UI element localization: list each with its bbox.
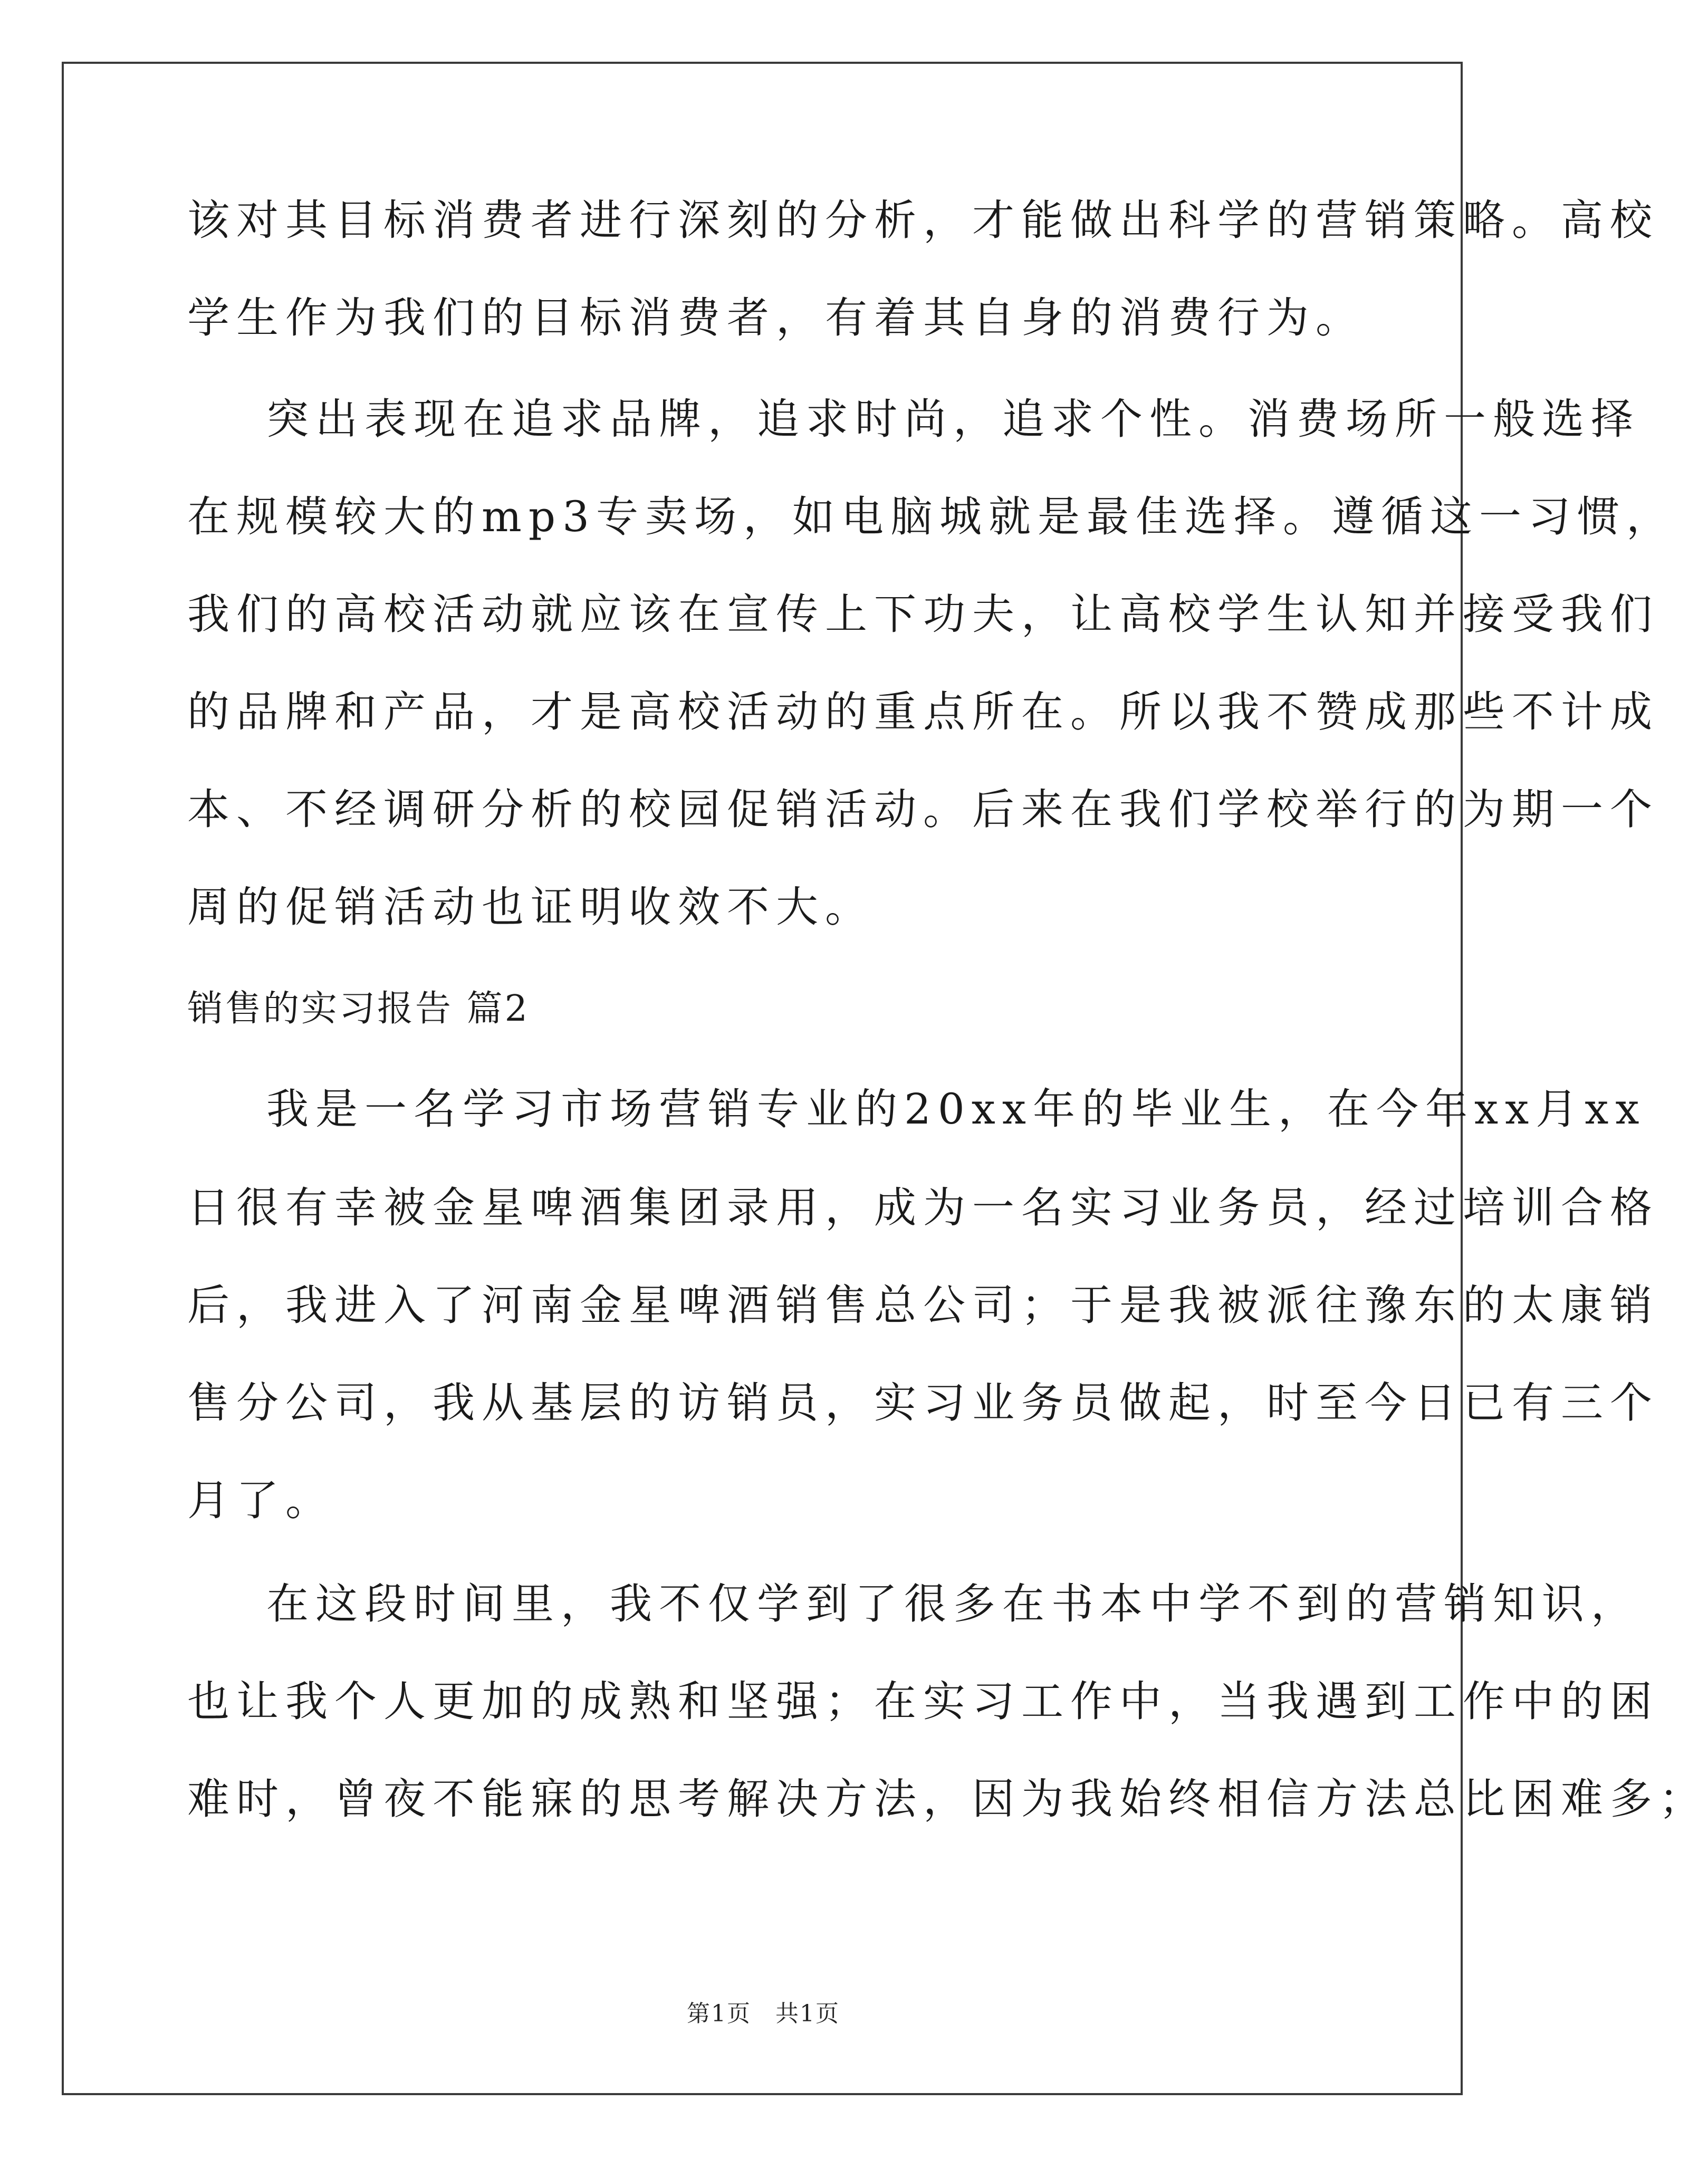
body-line: 学生作为我们的目标消费者，有着其自身的消费行为。	[187, 293, 1365, 342]
body-line: 难时，曾夜不能寐的思考解决方法，因为我始终相信方法总比困难多；	[187, 1774, 1708, 1824]
body-line: 在这段时间里，我不仅学到了很多在书本中学不到的营销知识，	[266, 1579, 1640, 1628]
body-line: 售分公司，我从基层的访销员，实习业务员做起，时至今日已有三个	[187, 1378, 1659, 1427]
body-line: 也让我个人更加的成熟和坚强；在实习工作中，当我遇到工作中的困	[187, 1677, 1659, 1726]
body-line: 本、不经调研分析的校园促销活动。后来在我们学校举行的为期一个	[187, 785, 1659, 834]
body-line: 周的促销活动也证明收效不大。	[187, 882, 874, 932]
body-line: 我们的高校活动就应该在宣传上下功夫，让高校学生认知并接受我们	[187, 590, 1659, 639]
body-line: 月了。	[187, 1476, 334, 1525]
body-line: 的品牌和产品，才是高校活动的重点所在。所以我不赞成那些不计成	[187, 687, 1659, 736]
body-line: 后，我进入了河南金星啤酒销售总公司；于是我被派往豫东的太康销	[187, 1281, 1659, 1330]
body-line: 在规模较大的mp3专卖场，如电脑城就是最佳选择。遵循这一习惯，	[187, 492, 1675, 541]
body-line: 我是一名学习市场营销专业的20xx年的毕业生，在今年xx月xx	[266, 1085, 1646, 1134]
body-line: 突出表现在追求品牌，追求时尚，追求个性。消费场所一般选择	[266, 395, 1640, 444]
section-heading: 销售的实习报告 篇2	[187, 988, 530, 1030]
page-number: 第1页 共1页	[687, 2000, 840, 2027]
body-line: 该对其目标消费者进行深刻的分析，才能做出科学的营销策略。高校	[187, 196, 1659, 245]
body-line: 日很有幸被金星啤酒集团录用，成为一名实习业务员，经过培训合格	[187, 1183, 1659, 1232]
